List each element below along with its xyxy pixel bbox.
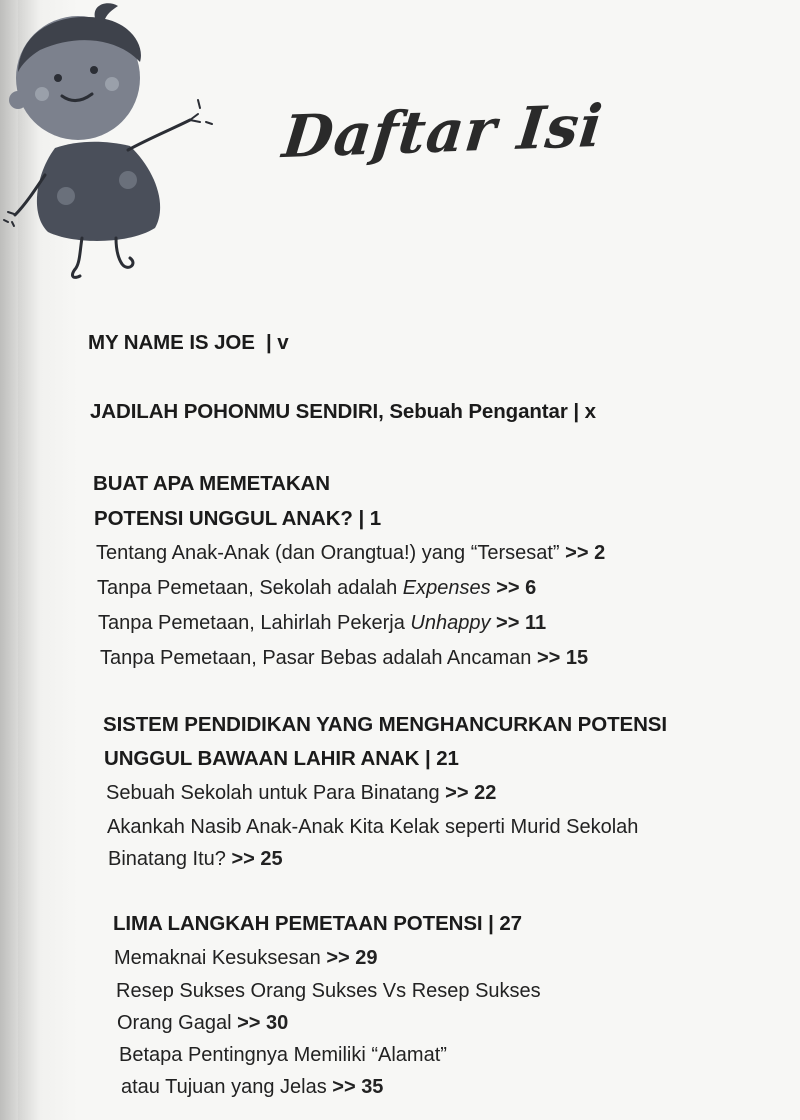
page-arrow: >> [332, 1076, 356, 1098]
page-arrow: >> [496, 577, 520, 599]
page-number: 11 [524, 612, 547, 634]
page-arrow: >> [237, 1012, 261, 1034]
page-number: 27 [499, 912, 522, 935]
chapter-heading [104, 747, 459, 771]
page-arrow: >> [536, 647, 561, 669]
page-separator: | [573, 400, 579, 423]
chapter-heading [103, 713, 667, 737]
toc-entry-title: JADILAH POHONMU SENDIRI, Sebuah Pengantar [90, 400, 568, 423]
toc-entry [108, 847, 283, 871]
page-number: 6 [525, 577, 537, 599]
page-number: 30 [266, 1012, 289, 1034]
toc-top-entry [88, 331, 289, 355]
toc-entry [119, 1043, 447, 1067]
toc-entry [116, 979, 541, 1003]
page-number: x [584, 400, 596, 423]
page-title: Daftar Isi [279, 91, 607, 172]
page-arrow: >> [445, 782, 469, 804]
toc-entry-title: Tanpa Pemetaan, Lahirlah Pekerja [98, 612, 411, 634]
toc-entry-title: Sebuah Sekolah untuk Para Binatang [106, 782, 440, 804]
toc-entry-title: Resep Sukses Orang Sukses Vs Resep Sukses [116, 980, 541, 1002]
chapter-heading-line: UNGGUL BAWAAN LAHIR ANAK [104, 747, 420, 770]
page-arrow: >> [231, 848, 255, 870]
page-arrow: >> [326, 947, 350, 969]
page-number: 15 [565, 647, 589, 669]
toc-entry-title: atau Tujuan yang Jelas [121, 1076, 327, 1098]
toc-entry-italic: Expenses [402, 577, 491, 599]
chapter-heading [94, 507, 381, 531]
toc-entry [96, 541, 605, 565]
chapter-heading-line: POTENSI UNGGUL ANAK? [94, 507, 353, 530]
page-number: 1 [369, 507, 381, 530]
chapter-heading [113, 912, 522, 936]
toc-top-entry [90, 400, 596, 424]
page-separator: | [424, 747, 431, 770]
page-number: 2 [594, 542, 606, 564]
chapter-heading [93, 472, 330, 496]
toc-entry [100, 646, 588, 670]
page-separator: | [488, 912, 494, 935]
page-number: 25 [260, 848, 283, 870]
page-number: 35 [361, 1076, 384, 1098]
toc-entry-title: Betapa Pentingnya Memiliki “Alamat” [119, 1044, 447, 1066]
toc-entry [117, 1011, 288, 1035]
page-number: 29 [355, 947, 378, 969]
page-separator: | [266, 331, 272, 354]
toc-entry-title: Tanpa Pemetaan, Sekolah adalah [97, 577, 403, 599]
toc-entry-title: Binatang Itu? [108, 848, 226, 870]
toc-entry [106, 781, 496, 805]
chapter-heading-line: SISTEM PENDIDIKAN YANG MENGHANCURKAN POTENSI [103, 713, 667, 736]
page-arrow: >> [565, 542, 589, 564]
toc-entry-title: Tentang Anak-Anak (dan Orangtua!) yang “Tersesat” [96, 542, 560, 564]
toc-entry-title: Tanpa Pemetaan, Pasar Bebas adalah Ancaman [100, 647, 532, 669]
page-number: 21 [436, 747, 459, 770]
chapter-heading-line: BUAT APA MEMETAKAN [93, 472, 330, 495]
toc-entry [107, 815, 638, 839]
toc-entry [121, 1075, 383, 1099]
page-number: 22 [474, 782, 497, 804]
toc-entry-title: MY NAME IS JOE [88, 331, 255, 354]
toc-entry-italic: Unhappy [410, 612, 491, 634]
page-separator: | [358, 507, 365, 530]
toc-entry [114, 946, 378, 970]
chapter-heading-line: LIMA LANGKAH PEMETAAN POTENSI [113, 912, 483, 935]
page-number: v [277, 331, 289, 354]
toc-entry [97, 576, 536, 600]
toc-entry [98, 611, 546, 635]
toc-entry-title: Orang Gagal [117, 1012, 232, 1034]
toc-entry-title: Akankah Nasib Anak-Anak Kita Kelak seperti Murid Sekolah [107, 816, 639, 838]
toc-entry-title: Memaknai Kesuksesan [114, 947, 321, 969]
page-arrow: >> [496, 612, 520, 634]
